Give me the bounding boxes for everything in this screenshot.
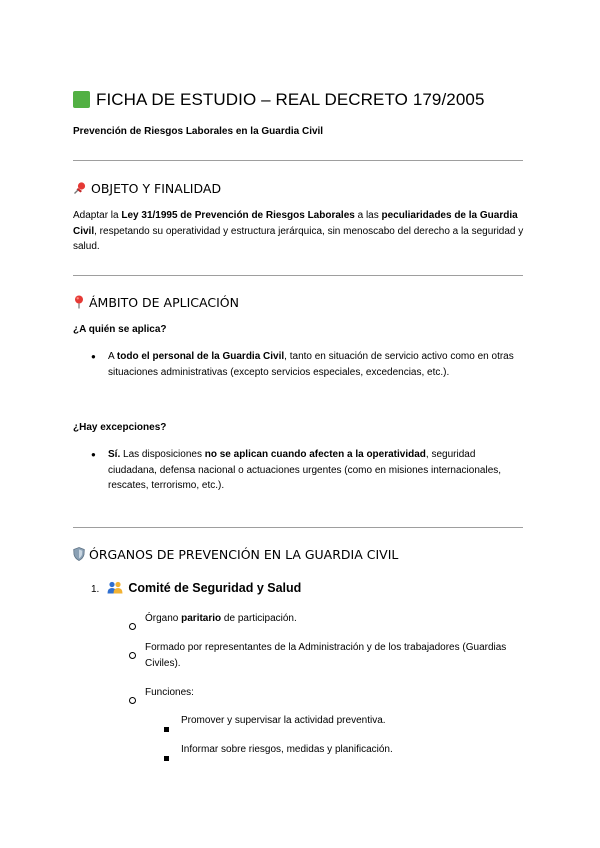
objeto-paragraph: [73, 208, 525, 255]
b2-text-1: Las disposiciones: [120, 449, 205, 460]
list-item: [108, 447, 526, 494]
list-number: 1.: [91, 584, 100, 595]
b1-text-2: , tanto en situación de servicio activo como en otras situaciones administrativas (excepto servicios especiales, excedencias, etc.).: [108, 351, 514, 378]
circle-bullet: [129, 617, 136, 635]
objeto-text-2: a las: [354, 210, 382, 221]
shield-icon: [73, 547, 85, 561]
divider: [73, 527, 523, 528]
organo-item-1: [91, 579, 301, 597]
page-subtitle: Prevención de Riesgos Laborales en la Guardia Civil: [73, 126, 324, 137]
people-icon: [107, 581, 123, 594]
bullet-dot: ●: [91, 352, 96, 361]
green-square-icon: [73, 91, 90, 108]
list-item: Informar sobre riesgos, medidas y planificación.: [181, 744, 393, 755]
divider: [73, 275, 523, 276]
b2-bold-operatividad: no se aplican cuando afecten a la operatividad: [204, 449, 426, 460]
pushpin-icon: [73, 181, 87, 195]
objeto-bold-law: Ley 31/1995 de Prevención de Riesgos Laborales: [121, 210, 355, 221]
b1-text-1: A: [108, 351, 117, 362]
b2-bold-si: Sí.: [108, 449, 121, 460]
bullet-dot: ●: [91, 450, 96, 459]
sub1-bold: paritario: [181, 613, 222, 624]
sub1-text-1: Órgano: [145, 613, 182, 624]
b1-bold: todo el personal de la Guardia Civil: [116, 351, 285, 362]
divider: [73, 160, 523, 161]
section-ambito-heading-row: [73, 294, 239, 312]
sub1-text-2: de participación.: [221, 613, 297, 624]
objeto-text-1: Adaptar la: [73, 210, 122, 221]
question-excepciones: ¿Hay excepciones?: [73, 422, 167, 433]
b2-text-2: , seguridad ciudadana, defensa nacional o actuaciones urgentes (como en misiones internacionales, rescates, terrorismo, etc.).: [108, 449, 502, 491]
objeto-text-3: , respetando su operatividad y estructura jerárquica, sin menoscabo del derecho a la seguridad y salud.: [73, 225, 524, 252]
section-objeto-heading-row: [73, 180, 221, 198]
question-a-quien: ¿A quién se aplica?: [73, 324, 167, 335]
section-organos-heading-row: [73, 546, 398, 564]
circle-bullet: [129, 691, 136, 709]
square-bullet: [164, 719, 169, 737]
list-item: Formado por representantes de la Administración y de los trabajadores (Guardias Civiles).: [145, 642, 507, 669]
title-row: [73, 90, 485, 110]
list-item: Funciones:: [145, 687, 194, 698]
section-objeto-heading: OBJETO Y FINALIDAD: [91, 181, 222, 196]
list-item: [145, 611, 525, 627]
list-item: Promover y supervisar la actividad preventiva.: [181, 715, 386, 726]
section-ambito-heading: ÁMBITO DE APLICACIÓN: [89, 295, 239, 310]
section-organos-heading: ÓRGANOS DE PREVENCIÓN EN LA GUARDIA CIVIL: [89, 547, 399, 562]
circle-bullet: [129, 646, 136, 664]
comite-title: Comité de Seguridad y Salud: [128, 581, 302, 595]
round-pushpin-icon: [73, 295, 85, 309]
list-item: [108, 349, 526, 380]
page-title: FICHA DE ESTUDIO – REAL DECRETO 179/2005: [96, 90, 485, 109]
objeto-bold-peculiaridades: peculiaridades de la Guardia Civil: [73, 210, 518, 237]
square-bullet: [164, 748, 169, 766]
